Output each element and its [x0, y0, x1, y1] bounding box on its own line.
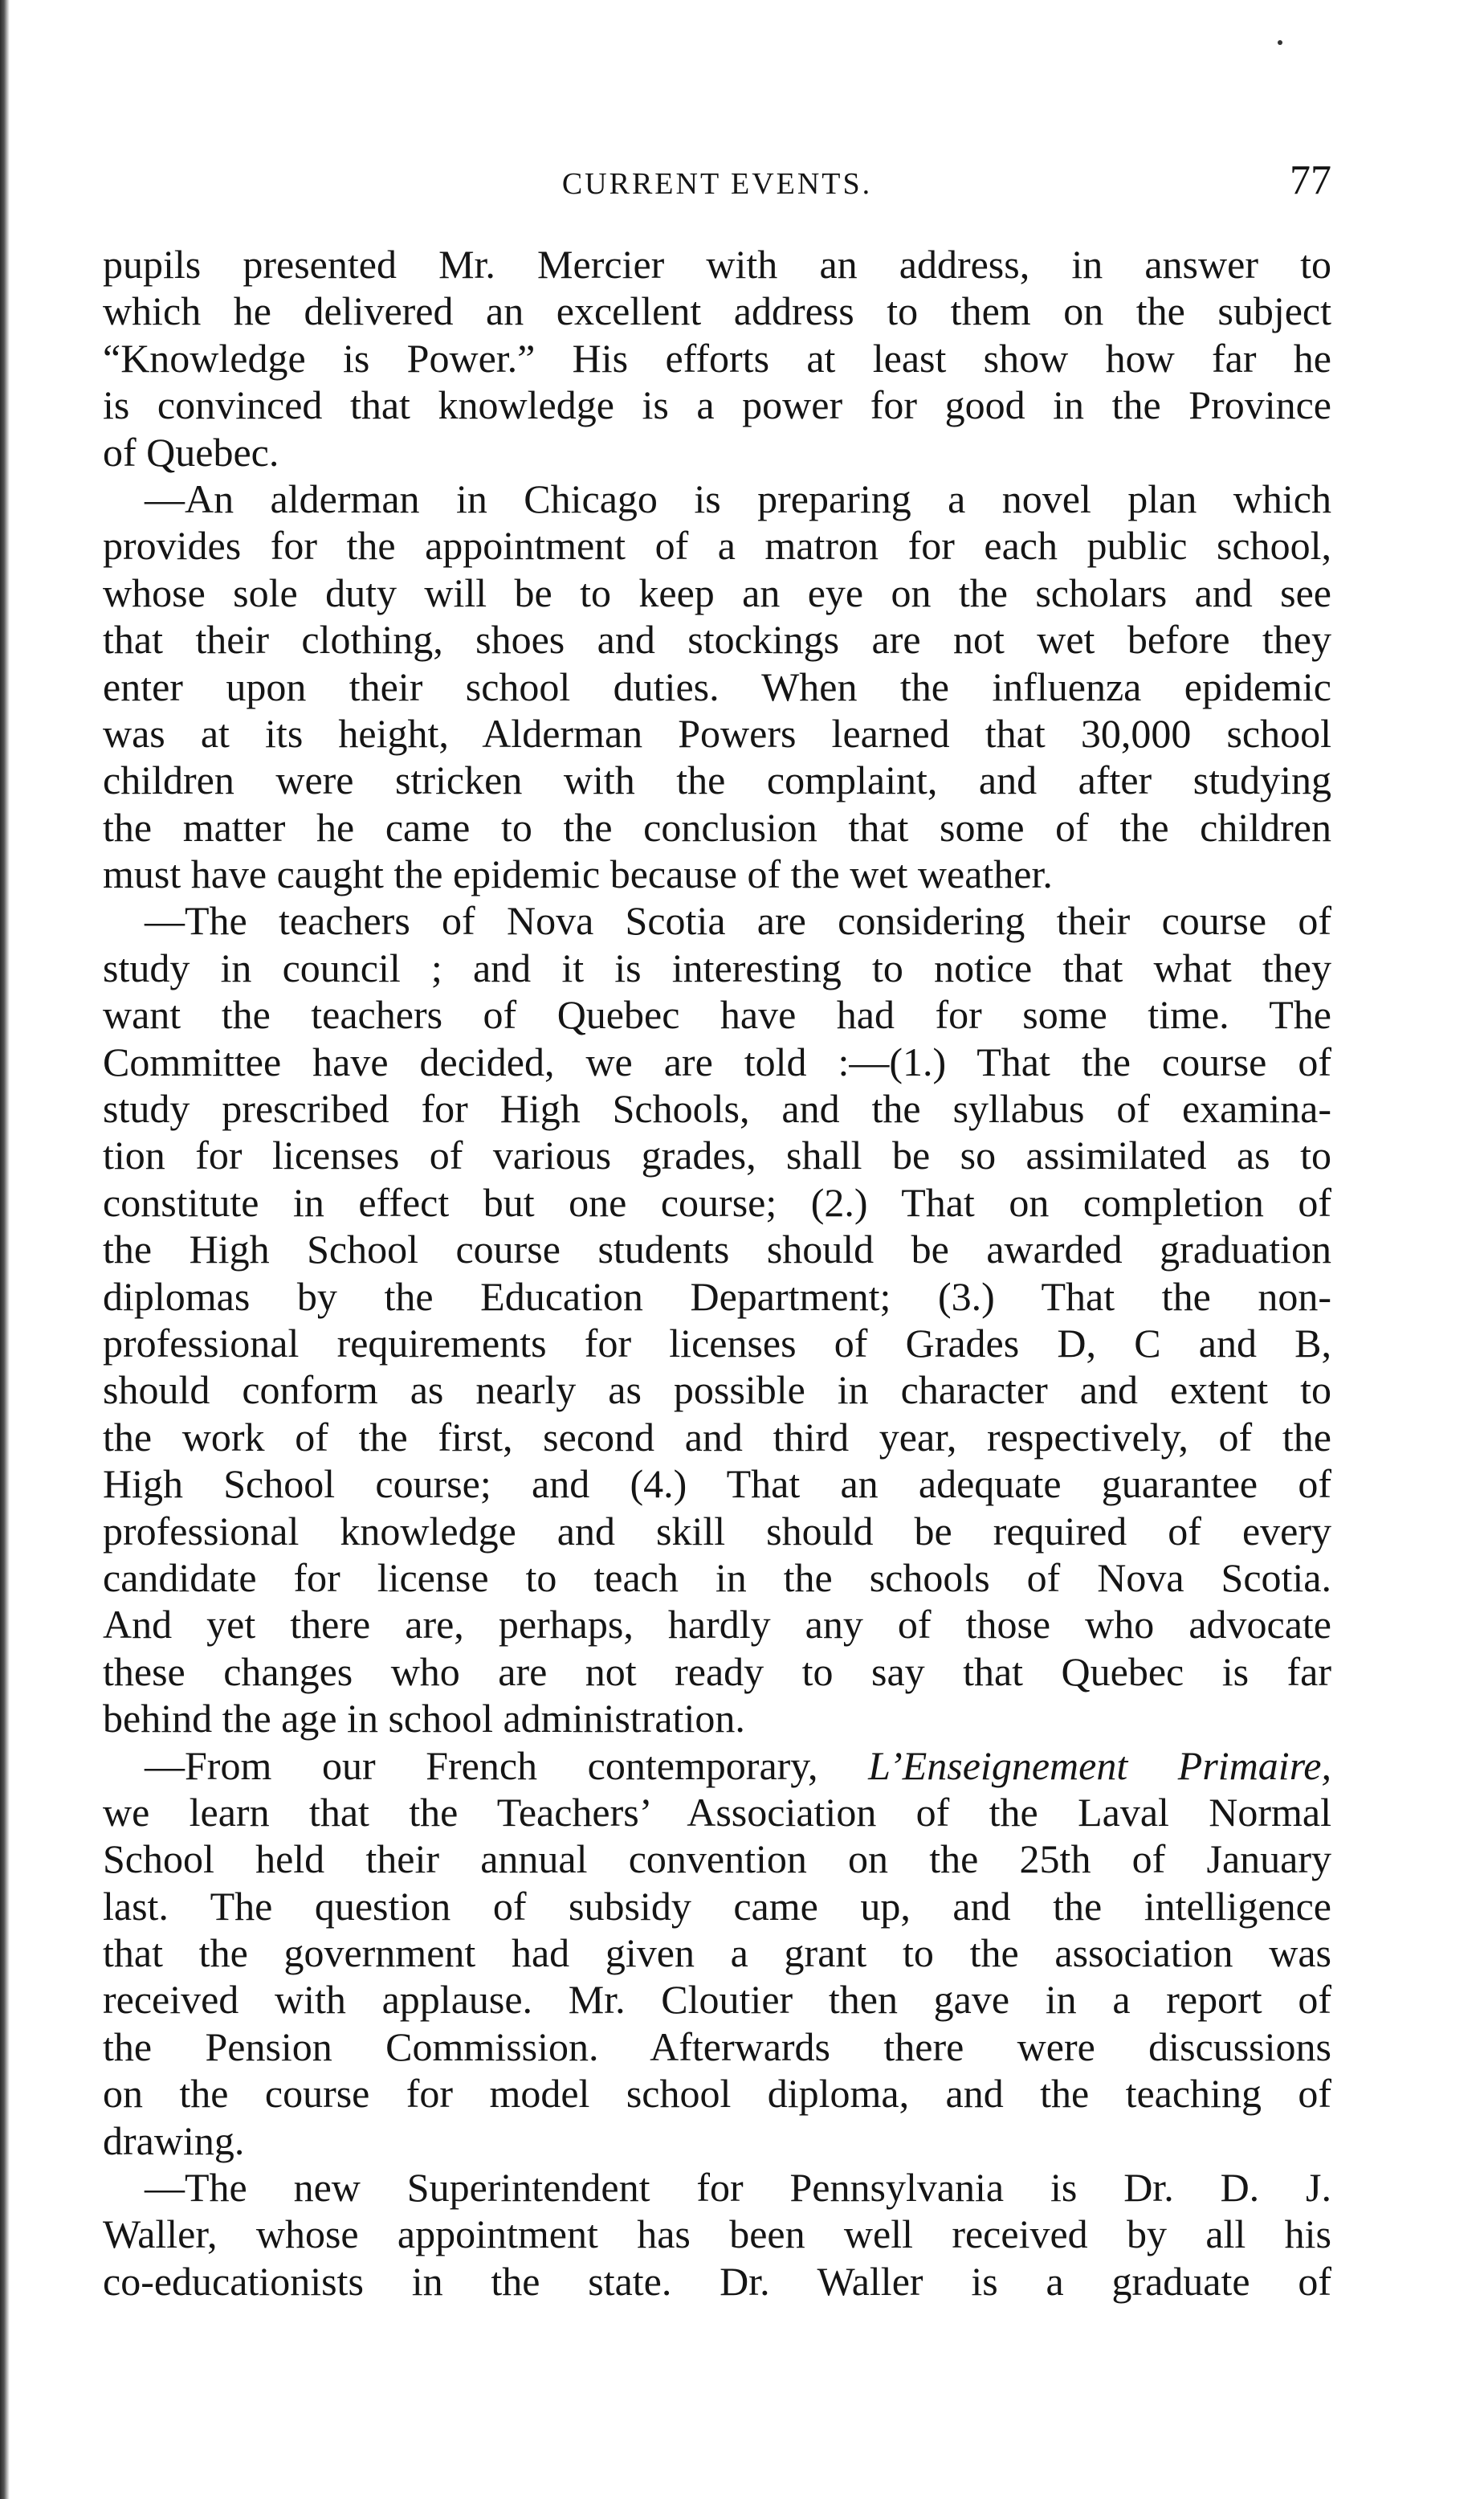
- text-line: these changes who are not ready to say that Quebec is far: [103, 1648, 1331, 1694]
- text-line: whose sole duty will be to keep an eye on the scholars and see: [103, 570, 1331, 615]
- text-run: —From our French contemporary,: [145, 1742, 869, 1788]
- body-text: [103, 241, 1331, 2305]
- text-line: which he delivered an excellent address to them on the subject: [103, 288, 1331, 334]
- text-line: the work of the first, second and third year, respectively, of the: [103, 1414, 1331, 1460]
- text-line: provides for the appointment of a matron for each public school,: [103, 523, 1331, 569]
- running-head: CURRENT EVENTS.: [561, 167, 873, 201]
- text-line: candidate for license to teach in the schools of Nova Scotia.: [103, 1554, 1331, 1600]
- text-line: behind the age in school administration.: [103, 1696, 745, 1742]
- text-line: diplomas by the Education Department; (3.) That the non-: [103, 1273, 1331, 1319]
- page-header: [103, 157, 1331, 221]
- text-line: constitute in effect but one course; (2.) That on completion of: [103, 1179, 1331, 1225]
- ink-speck: [1278, 40, 1282, 45]
- text-line: co-educationists in the state. Dr. Waller is a graduate of: [103, 2258, 1331, 2304]
- binding-edge: [0, 0, 10, 2499]
- text-line: we learn that the Teachers’ Association of the Laval Normal: [103, 1789, 1331, 1835]
- text-line: the Pension Commission. Afterwards there were discussions: [103, 2023, 1331, 2069]
- text-line: Waller, whose appointment has been well received by all his: [103, 2211, 1331, 2257]
- text-line: is convinced that knowledge is a power for good in the Province: [103, 382, 1331, 428]
- text-line: the High School course students should be awarded graduation: [103, 1227, 1331, 1272]
- text-line: professional knowledge and skill should be required of every: [103, 1508, 1331, 1554]
- text-line: that the government had given a grant to the association was: [103, 1930, 1331, 1976]
- text-line: last. The question of subsidy came up, and the intelligence: [103, 1883, 1331, 1929]
- text-line: should conform as nearly as possible in character and extent to: [103, 1367, 1331, 1413]
- text-line: was at its height, Alderman Powers learned that 30,000 school: [103, 710, 1331, 756]
- text-line: And yet there are, perhaps, hardly any of those who advocate: [103, 1602, 1331, 1648]
- text-line: drawing.: [103, 2117, 245, 2163]
- text-line: that their clothing, shoes and stockings are not wet before they: [103, 617, 1331, 663]
- text-line: enter upon their school duties. When the influenza epidemic: [103, 664, 1331, 709]
- text-line: received with applause. Mr. Cloutier then gave in a report of: [103, 1977, 1331, 2023]
- text-line: professional requirements for licenses of Grades D, C and B,: [103, 1320, 1331, 1366]
- text-line: children were stricken with the complaint, and after studying: [103, 757, 1331, 803]
- text-line: must have caught the epidemic because of the wet weather.: [103, 851, 1053, 897]
- text-line: High School course; and (4.) That an adequate guarantee of: [103, 1461, 1331, 1507]
- text-line: —The teachers of Nova Scotia are considering their course of: [145, 898, 1331, 944]
- page-number: 77: [1290, 157, 1331, 203]
- text-line: tion for licenses of various grades, shall be so assimilated as to: [103, 1133, 1331, 1178]
- journal-title: L’Enseignement Primaire,: [868, 1742, 1331, 1788]
- text-line: —The new Superintendent for Pennsylvania is Dr. D. J.: [145, 2165, 1331, 2211]
- text-line: of Quebec.: [103, 429, 279, 475]
- text-line: on the course for model school diploma, and the teaching of: [103, 2071, 1331, 2117]
- text-line: Committee have decided, we are told :—(1.) That the course of: [103, 1039, 1331, 1084]
- text-line: pupils presented Mr. Mercier with an address, in answer to: [103, 242, 1331, 287]
- text-line: study in council ; and it is interesting to notice that what they: [103, 945, 1331, 990]
- text-line: [103, 1742, 1331, 1789]
- text-line: study prescribed for High Schools, and the syllabus of examina-: [103, 1086, 1331, 1132]
- text-line: —An alderman in Chicago is preparing a novel plan which: [145, 476, 1331, 521]
- text-line: the matter he came to the conclusion that some of the children: [103, 804, 1331, 850]
- text-line: School held their annual convention on the 25th of January: [103, 1836, 1331, 1882]
- text-line: “Knowledge is Power.” His efforts at least show how far he: [103, 335, 1331, 381]
- text-line: want the teachers of Quebec have had for some time. The: [103, 992, 1331, 1038]
